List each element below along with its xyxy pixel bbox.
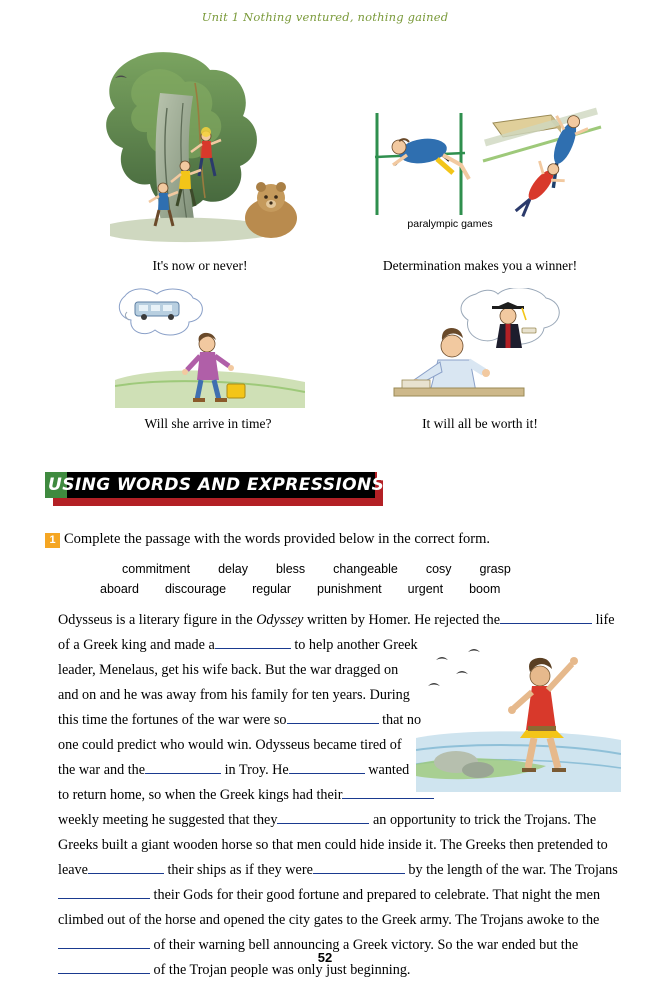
word-cosy: cosy xyxy=(425,562,452,576)
word-punishment: punishment xyxy=(317,582,382,596)
word-bank-row-1 xyxy=(100,562,560,576)
section-title: USING WORDS AND EXPRESSIONS xyxy=(48,475,385,495)
passage-seg: life xyxy=(592,612,615,628)
word-regular: regular xyxy=(252,582,292,596)
passage-seg: that no xyxy=(378,712,422,728)
paralympic-games-label: paralympic games xyxy=(407,218,493,230)
answer-blank[interactable] xyxy=(287,723,379,724)
passage-seg: Greeks built a giant wooden horse so that men could hide inside it. The Greeks then pretended to xyxy=(58,837,608,853)
answer-blank[interactable] xyxy=(277,823,369,824)
tree-climbing-illustration xyxy=(75,48,325,253)
passage-seg: climbed out of the horse and opened the city gates to the Greek army. The Trojans awoke to the xyxy=(58,912,600,928)
passage-seg: of their warning bell announcing a Greek victory. So the war ended but the xyxy=(150,937,579,953)
passage-seg: in Troy. He xyxy=(221,762,289,778)
odysseus-illustration xyxy=(416,642,621,792)
passage-seg: to help another Greek xyxy=(290,637,418,653)
word-boom: boom xyxy=(469,582,501,596)
word-discourage: discourage xyxy=(164,582,227,596)
word-bless: bless xyxy=(275,562,306,576)
passage-seg: weekly meeting he suggested that they xyxy=(58,812,278,828)
answer-blank[interactable] xyxy=(145,773,221,774)
section-banner xyxy=(45,472,385,504)
illustration-caption-1: It's now or never! xyxy=(152,258,248,273)
exercise-instruction: Complete the passage with the words provided below in the correct form. xyxy=(64,531,491,547)
passage-seg: by the length of the war. The Trojans xyxy=(404,862,618,878)
word-grasp: grasp xyxy=(479,562,511,576)
page-number: 52 xyxy=(317,950,333,965)
answer-blank[interactable] xyxy=(58,973,150,974)
student-graduation-dream-illustration xyxy=(380,288,580,408)
word-bank xyxy=(100,562,560,602)
passage-seg: one could predict who would win. Odysseus became tired of xyxy=(58,737,402,753)
passage-seg: the war and the xyxy=(58,762,146,778)
passage-seg: their Gods for their good fortune and prepared to celebrate. That night the men xyxy=(150,887,601,903)
passage-seg: written by Homer. He rejected the xyxy=(303,612,501,628)
word-aboard: aboard xyxy=(100,582,139,596)
answer-blank[interactable] xyxy=(88,873,164,874)
passage-seg: this time the fortunes of the war were so xyxy=(58,712,287,728)
passage-seg: leader, Menelaus, get his wife back. But the war dragged on xyxy=(58,662,399,678)
passage-seg: and on and he was away from his family for ten years. During xyxy=(58,687,410,703)
answer-blank[interactable] xyxy=(289,773,365,774)
exercise-number: 1 xyxy=(45,533,60,548)
woman-running-for-bus-illustration xyxy=(115,288,305,408)
answer-blank[interactable] xyxy=(342,798,434,799)
answer-blank[interactable] xyxy=(215,648,291,649)
passage-seg: of a Greek king and made a xyxy=(58,637,215,653)
passage-seg: Odysseus is a literary figure in the xyxy=(58,612,257,628)
word-commitment: commitment xyxy=(122,562,191,576)
running-head: Unit 1 Nothing ventured, nothing gained xyxy=(201,10,449,24)
word-delay: delay xyxy=(218,562,248,576)
passage-seg: wanted xyxy=(364,762,410,778)
paralympic-games-illustration xyxy=(365,103,615,223)
passage-seg: of the Trojan people was only just beginning. xyxy=(150,962,411,978)
illustration-caption-2: Determination makes you a winner! xyxy=(382,258,578,273)
word-urgent: urgent xyxy=(407,582,444,596)
passage-seg: their ships as if they were xyxy=(163,862,313,878)
illustration-caption-3: Will she arrive in time? xyxy=(144,416,272,431)
word-bank-row-2 xyxy=(100,582,560,596)
answer-blank[interactable] xyxy=(58,948,150,949)
book-title: Odyssey xyxy=(256,612,304,628)
passage-seg: an opportunity to trick the Trojans. The xyxy=(369,812,597,828)
illustration-grid xyxy=(40,48,610,448)
passage-seg: to return home, so when the Greek kings had their xyxy=(58,787,343,803)
answer-blank[interactable] xyxy=(58,898,150,899)
answer-blank[interactable] xyxy=(313,873,405,874)
illustration-caption-4: It will all be worth it! xyxy=(422,416,538,431)
passage-seg: leave xyxy=(58,862,88,878)
answer-blank[interactable] xyxy=(500,623,592,624)
word-changeable: changeable xyxy=(333,562,398,576)
